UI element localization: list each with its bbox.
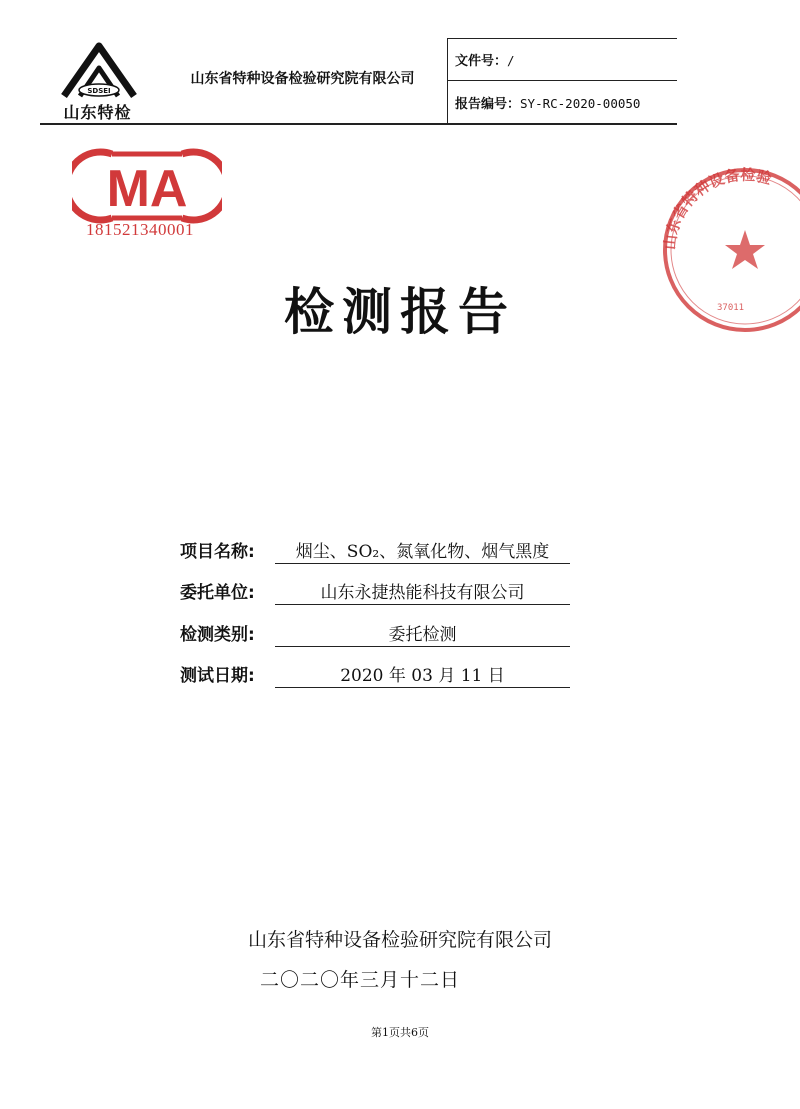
header-organization: 山东省特种设备检验研究院有限公司 bbox=[190, 71, 415, 87]
header-bottom-line bbox=[40, 123, 677, 125]
category-value: 委托检测 bbox=[275, 620, 570, 647]
sdsei-logo-icon bbox=[44, 38, 154, 108]
report-number-label: 报告编号： bbox=[455, 97, 521, 112]
cma-number: 181521340001 bbox=[86, 220, 194, 239]
ma-letters: MA bbox=[106, 160, 188, 218]
category-label: 检测类别: bbox=[180, 625, 255, 645]
footer-date: 二〇二〇年三月十二日 bbox=[259, 969, 460, 991]
project-value: 烟尘、SO₂、氮氧化物、烟气黑度 bbox=[275, 537, 570, 564]
page-number: 第1页共6页 bbox=[371, 1026, 429, 1039]
client-value: 山东永捷热能科技有限公司 bbox=[275, 578, 570, 605]
footer-organization: 山东省特种设备检验研究院有限公司 bbox=[247, 929, 552, 951]
client-label: 委托单位: bbox=[180, 583, 255, 603]
project-label: 项目名称: bbox=[180, 542, 255, 562]
header-middle-line bbox=[447, 80, 677, 81]
cma-mark-icon bbox=[72, 146, 222, 226]
test-date-value: 2020 年 03 月 11 日 bbox=[275, 661, 570, 688]
seal-code: 37011 bbox=[717, 303, 745, 313]
file-number bbox=[455, 50, 515, 69]
report-title: 检测报告 bbox=[284, 283, 516, 341]
file-number-value: / bbox=[507, 53, 515, 68]
report-number-value: SY-RC-2020-00050 bbox=[520, 96, 641, 111]
logo-badge: SDSEI bbox=[87, 87, 111, 95]
seal-icon bbox=[655, 160, 800, 340]
cma-certification-mark bbox=[72, 146, 222, 226]
test-date-label: 测试日期: bbox=[180, 666, 255, 686]
report-number bbox=[455, 93, 640, 112]
header-top-line bbox=[447, 38, 677, 39]
official-seal bbox=[655, 160, 800, 340]
seal-text: 山东省特种设备检验 bbox=[660, 165, 774, 251]
logo-text: 山东特检 bbox=[63, 103, 132, 122]
file-number-label: 文件号： bbox=[455, 54, 508, 69]
